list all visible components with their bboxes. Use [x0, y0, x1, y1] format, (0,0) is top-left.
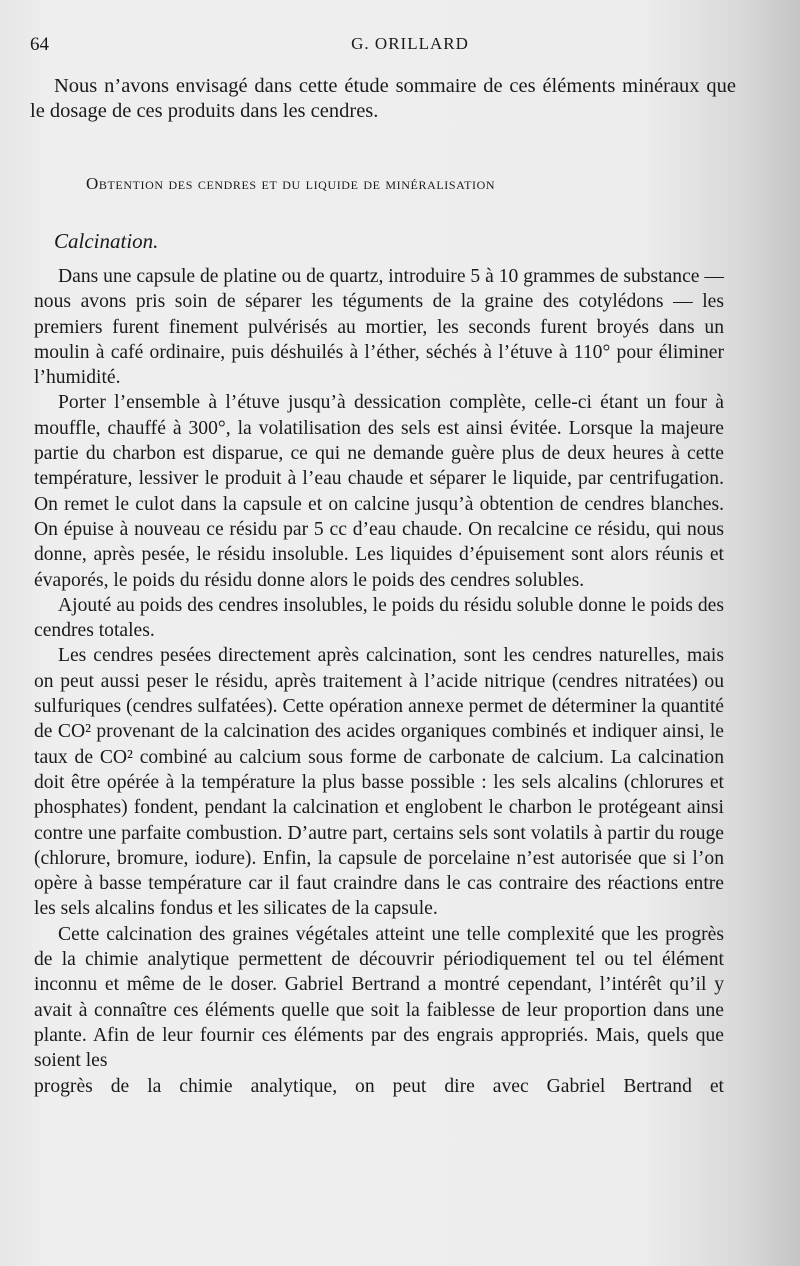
- paragraph-substance: Dans une capsule de platine ou de quartz, introduire 5 à 10 grammes de substance — nous avons pris soin de séparer les téguments de la graine des cotylédons — les premiers furent finement pulvérisés au mortier, les seconds furent broyés dans un moulin à café ordinaire, puis déshuilés à l’éther, séchés à l’étuve à 110° pour éliminer l’humidité.: [34, 266, 724, 389]
- running-head-author: G. ORILLARD: [351, 34, 469, 53]
- paragraph-natural-ash: Les cendres pesées directement après calcination, sont les cendres naturelles, mais on peut aussi peser le résidu, après traitement à l’acide nitrique (cendres nitratées) ou sulfuriques (cendres sulfatées). Cette opération annexe permet de déterminer la quantité de CO² provenant de la calcination des acides organiques combinés et indiquer ainsi, le taux de CO² combiné au calcium sous forme de carbonate de calcium. La calcination doit être opérée à la température la plus basse possible : les sels alcalins (chlorures et phosphates) fondent, pendant la calcination et englobent le charbon le protégeant ainsi contre une parfaite combustion. D’autre part, certains sels sont volatils à partir du rouge (chlorure, bromure, iodure). Enfin, la capsule de porcelaine n’est autorisée que si l’on opère à basse température car il faut craindre dans le cas contraire des réactions entre les sels alcalins fondus et les silicates de la capsule.: [34, 645, 724, 920]
- last-line: progrès de la chimie analytique, on peut dire avec Gabriel Bertrand et: [34, 1075, 724, 1097]
- paragraph-procedure: Porter l’ensemble à l’étuve jusqu’à dessication complète, celle-ci étant un four à mouffle, chauffé à 300°, la volatilisation des sels est ainsi évitée. Lorsque la majeure partie du charbon est disparue, ce qui ne demande guère plus de deux heures à cette température, lessiver le produit à l’eau chaude et séparer le liquide, par centrifugation. On remet le culot dans la capsule et on calcine jusqu’à obtention de cendres blanches. On épuise à nouveau ce résidu par 5 cc d’eau chaude. On recalcine ce résidu, qui nous donne, après pesée, le résidu insoluble. Les liquides d’épuisement sont alors réunis et évaporés, le poids du résidu donne alors le poids des cendres solubles.: [34, 392, 724, 591]
- paragraph-total-ash: Ajouté au poids des cendres insolubles, le poids du résidu soluble donne le poids des cendres totales.: [34, 594, 724, 642]
- page-number: 64: [30, 34, 49, 55]
- section-title: Obtention des cendres et du liquide de minéralisation: [86, 174, 496, 193]
- subsection-title: Calcination.: [54, 229, 159, 253]
- paragraph-complexity: Cette calcination des graines végétales atteint une telle complexité que les progrès de la chimie analytique permettent de découvrir périodiquement tel ou tel élément inconnu et même de le doser. Gabriel Bertrand a montré cependant, l’intérêt qu’il y avait à connaître ces éléments quelle que soit la faiblesse de leur proportion dans une plante. Afin de leur fournir ces éléments par des engrais appropriés. Mais, quels que soient les: [34, 923, 724, 1072]
- intro-paragraph: Nous n’avons envisagé dans cette étude sommaire de ces éléments minéraux que le dosage de ces produits dans les cendres.: [30, 75, 736, 122]
- page-header: [30, 34, 750, 60]
- body-text: [34, 264, 724, 1099]
